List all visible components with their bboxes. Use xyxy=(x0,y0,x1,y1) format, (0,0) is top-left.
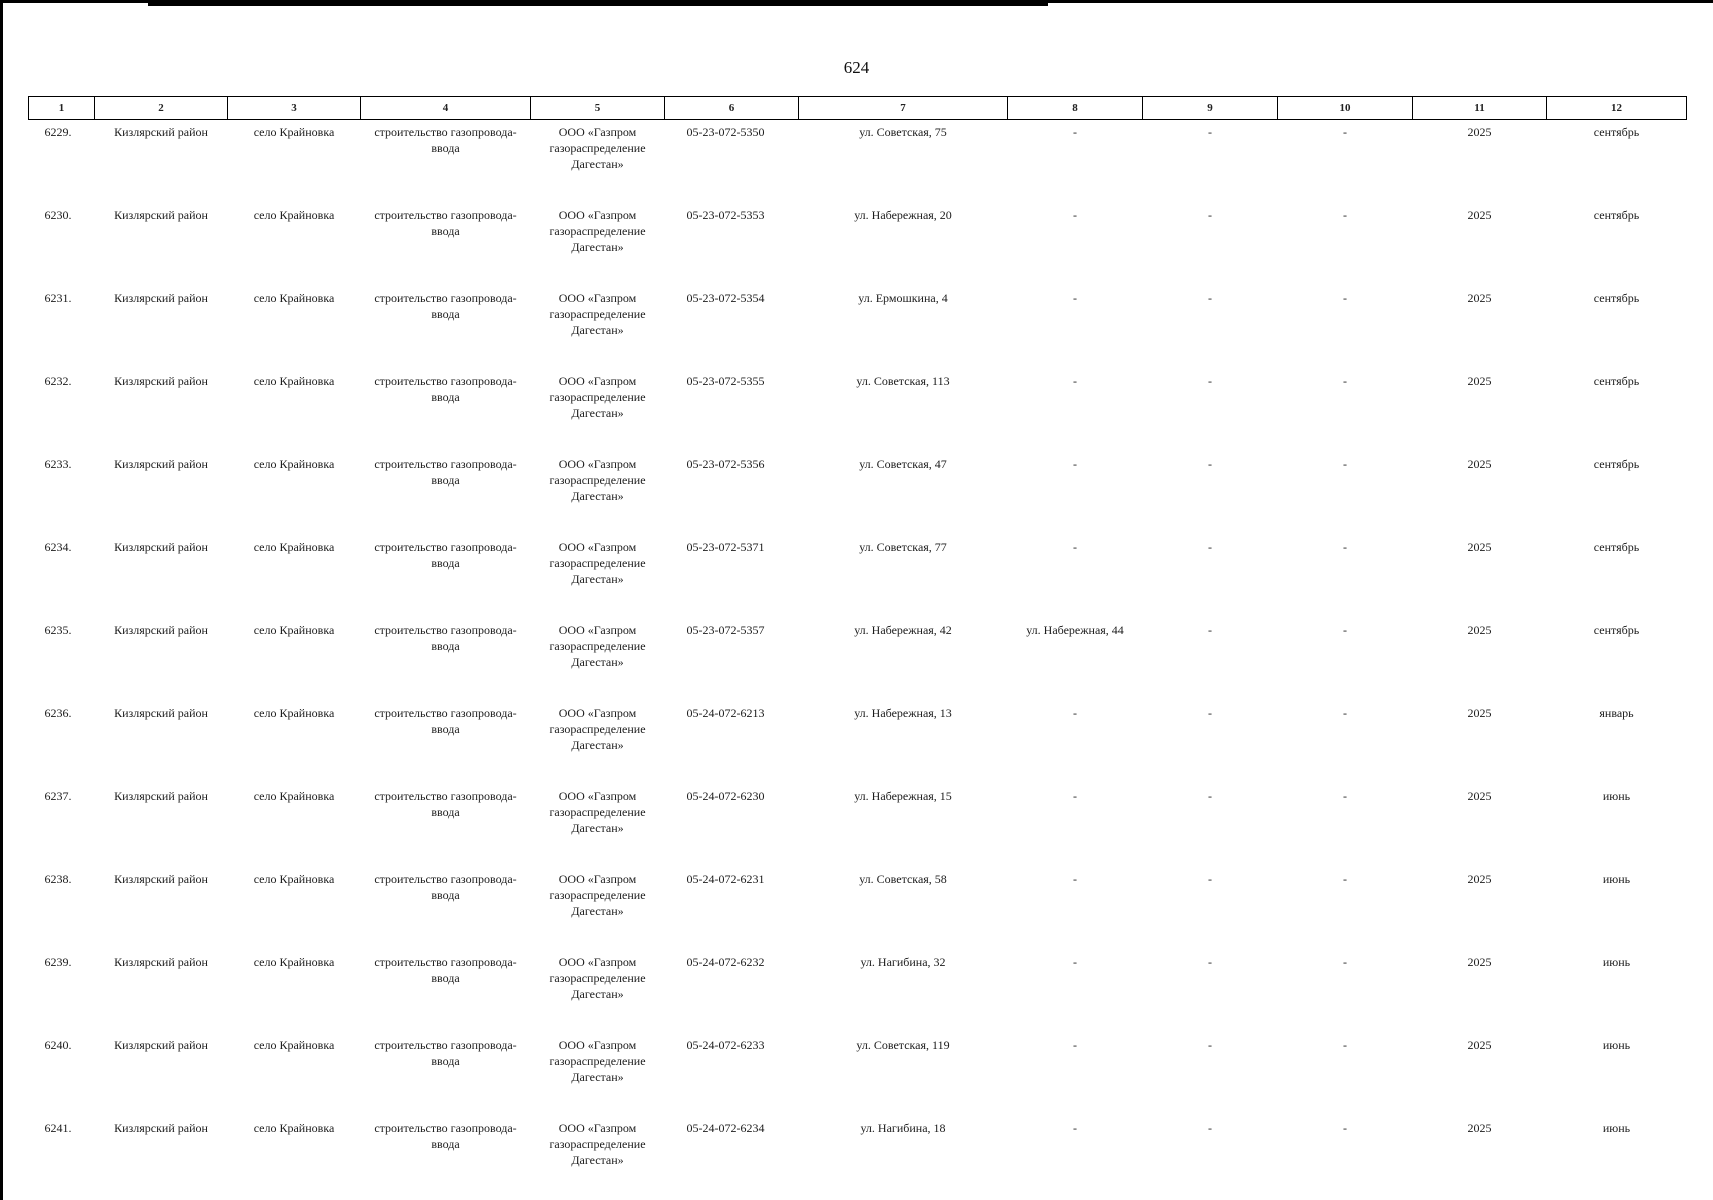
object-code-cell: 05-23-072-5355 xyxy=(686,374,765,388)
month-cell: июнь xyxy=(1602,1038,1631,1052)
work-type-cell: строительство газопровода-ввода xyxy=(374,374,517,404)
month-cell: июнь xyxy=(1602,872,1631,886)
column-10-cell: - xyxy=(1343,1121,1347,1135)
row-number: 6231. xyxy=(44,291,72,305)
month-cell: сентябрь xyxy=(1593,374,1640,388)
object-code-cell: 05-23-072-5354 xyxy=(686,291,765,305)
object-code-cell: 05-24-072-6231 xyxy=(686,872,765,886)
column-8-cell: - xyxy=(1073,208,1077,222)
month-cell: сентябрь xyxy=(1593,291,1640,305)
column-8-cell: ул. Набережная, 44 xyxy=(1026,623,1124,637)
year-cell: 2025 xyxy=(1467,125,1492,139)
district-cell: Кизлярский район xyxy=(114,706,208,720)
row-number: 6232. xyxy=(44,374,72,388)
object-code-cell: 05-24-072-6230 xyxy=(686,789,765,803)
work-type-cell: строительство газопровода-ввода xyxy=(374,540,517,570)
object-code-cell: 05-24-072-6232 xyxy=(686,955,765,969)
district-cell: Кизлярский район xyxy=(114,623,208,637)
table-row xyxy=(29,701,1687,784)
work-type-cell: строительство газопровода-ввода xyxy=(374,1038,517,1068)
year-cell: 2025 xyxy=(1467,208,1492,222)
column-header-1: 1 xyxy=(29,97,95,120)
column-10-cell: - xyxy=(1343,457,1347,471)
organization-cell: ООО «Газпром газораспределение Дагестан» xyxy=(549,291,646,337)
month-cell: июнь xyxy=(1602,789,1631,803)
object-code-cell: 05-23-072-5356 xyxy=(686,457,765,471)
column-header-8: 8 xyxy=(1008,97,1143,120)
address-cell: ул. Советская, 75 xyxy=(859,125,947,139)
year-cell: 2025 xyxy=(1467,955,1492,969)
district-cell: Кизлярский район xyxy=(114,291,208,305)
column-header-7: 7 xyxy=(799,97,1008,120)
column-10-cell: - xyxy=(1343,125,1347,139)
year-cell: 2025 xyxy=(1467,540,1492,554)
year-cell: 2025 xyxy=(1467,457,1492,471)
register-table xyxy=(28,96,1687,1199)
column-header-10: 10 xyxy=(1278,97,1413,120)
settlement-cell: село Крайновка xyxy=(253,540,335,554)
column-9-cell: - xyxy=(1208,457,1212,471)
address-cell: ул. Нагибина, 32 xyxy=(860,955,946,969)
address-cell: ул. Ермошкина, 4 xyxy=(858,291,948,305)
district-cell: Кизлярский район xyxy=(114,1121,208,1135)
row-number: 6236. xyxy=(44,706,72,720)
district-cell: Кизлярский район xyxy=(114,955,208,969)
object-code-cell: 05-23-072-5350 xyxy=(686,125,765,139)
column-10-cell: - xyxy=(1343,291,1347,305)
row-number: 6234. xyxy=(44,540,72,554)
district-cell: Кизлярский район xyxy=(114,208,208,222)
table-row xyxy=(29,867,1687,950)
row-number: 6241. xyxy=(44,1121,72,1135)
column-8-cell: - xyxy=(1073,374,1077,388)
month-cell: сентябрь xyxy=(1593,125,1640,139)
row-number: 6239. xyxy=(44,955,72,969)
organization-cell: ООО «Газпром газораспределение Дагестан» xyxy=(549,540,646,586)
district-cell: Кизлярский район xyxy=(114,540,208,554)
settlement-cell: село Крайновка xyxy=(253,208,335,222)
column-9-cell: - xyxy=(1208,623,1212,637)
object-code-cell: 05-23-072-5353 xyxy=(686,208,765,222)
column-9-cell: - xyxy=(1208,789,1212,803)
organization-cell: ООО «Газпром газораспределение Дагестан» xyxy=(549,125,646,171)
row-number: 6233. xyxy=(44,457,72,471)
address-cell: ул. Советская, 119 xyxy=(856,1038,950,1052)
work-type-cell: строительство газопровода-ввода xyxy=(374,623,517,653)
settlement-cell: село Крайновка xyxy=(253,789,335,803)
column-10-cell: - xyxy=(1343,540,1347,554)
address-cell: ул. Советская, 77 xyxy=(859,540,947,554)
settlement-cell: село Крайновка xyxy=(253,1038,335,1052)
settlement-cell: село Крайновка xyxy=(253,125,335,139)
table-row xyxy=(29,950,1687,1033)
row-number: 6240. xyxy=(44,1038,72,1052)
table-row xyxy=(29,535,1687,618)
table-header xyxy=(29,97,1687,120)
organization-cell: ООО «Газпром газораспределение Дагестан» xyxy=(549,872,646,918)
organization-cell: ООО «Газпром газораспределение Дагестан» xyxy=(549,623,646,669)
settlement-cell: село Крайновка xyxy=(253,374,335,388)
table-row xyxy=(29,1116,1687,1199)
month-cell: сентябрь xyxy=(1593,457,1640,471)
settlement-cell: село Крайновка xyxy=(253,291,335,305)
column-9-cell: - xyxy=(1208,374,1212,388)
header-row xyxy=(29,97,1687,120)
organization-cell: ООО «Газпром газораспределение Дагестан» xyxy=(549,1121,646,1167)
year-cell: 2025 xyxy=(1467,374,1492,388)
row-number: 6238. xyxy=(44,872,72,886)
year-cell: 2025 xyxy=(1467,789,1492,803)
settlement-cell: село Крайновка xyxy=(253,1121,335,1135)
column-8-cell: - xyxy=(1073,789,1077,803)
column-10-cell: - xyxy=(1343,208,1347,222)
column-header-3: 3 xyxy=(228,97,361,120)
address-cell: ул. Советская, 58 xyxy=(859,872,947,886)
year-cell: 2025 xyxy=(1467,1038,1492,1052)
month-cell: сентябрь xyxy=(1593,623,1640,637)
table-row xyxy=(29,286,1687,369)
top-border-accent xyxy=(148,2,1048,6)
row-number: 6230. xyxy=(44,208,72,222)
year-cell: 2025 xyxy=(1467,706,1492,720)
row-number: 6229. xyxy=(44,125,72,139)
work-type-cell: строительство газопровода-ввода xyxy=(374,125,517,155)
work-type-cell: строительство газопровода-ввода xyxy=(374,955,517,985)
organization-cell: ООО «Газпром газораспределение Дагестан» xyxy=(549,208,646,254)
column-10-cell: - xyxy=(1343,623,1347,637)
column-9-cell: - xyxy=(1208,706,1212,720)
organization-cell: ООО «Газпром газораспределение Дагестан» xyxy=(549,706,646,752)
table-row xyxy=(29,203,1687,286)
object-code-cell: 05-24-072-6233 xyxy=(686,1038,765,1052)
work-type-cell: строительство газопровода-ввода xyxy=(374,872,517,902)
column-9-cell: - xyxy=(1208,1038,1212,1052)
column-header-5: 5 xyxy=(531,97,665,120)
left-border-line xyxy=(0,0,3,1200)
work-type-cell: строительство газопровода-ввода xyxy=(374,706,517,736)
table-row xyxy=(29,452,1687,535)
column-header-12: 12 xyxy=(1547,97,1687,120)
month-cell: июнь xyxy=(1602,1121,1631,1135)
column-8-cell: - xyxy=(1073,872,1077,886)
column-8-cell: - xyxy=(1073,1038,1077,1052)
settlement-cell: село Крайновка xyxy=(253,955,335,969)
page-number: 624 xyxy=(843,58,870,77)
work-type-cell: строительство газопровода-ввода xyxy=(374,789,517,819)
year-cell: 2025 xyxy=(1467,1121,1492,1135)
column-header-2: 2 xyxy=(95,97,228,120)
settlement-cell: село Крайновка xyxy=(253,872,335,886)
column-header-11: 11 xyxy=(1413,97,1547,120)
column-9-cell: - xyxy=(1208,872,1212,886)
year-cell: 2025 xyxy=(1467,872,1492,886)
organization-cell: ООО «Газпром газораспределение Дагестан» xyxy=(549,789,646,835)
column-10-cell: - xyxy=(1343,955,1347,969)
column-8-cell: - xyxy=(1073,1121,1077,1135)
column-9-cell: - xyxy=(1208,1121,1212,1135)
column-10-cell: - xyxy=(1343,706,1347,720)
object-code-cell: 05-24-072-6213 xyxy=(686,706,765,720)
column-10-cell: - xyxy=(1343,1038,1347,1052)
organization-cell: ООО «Газпром газораспределение Дагестан» xyxy=(549,955,646,1001)
column-9-cell: - xyxy=(1208,955,1212,969)
district-cell: Кизлярский район xyxy=(114,125,208,139)
table-row xyxy=(29,1033,1687,1116)
district-cell: Кизлярский район xyxy=(114,789,208,803)
column-10-cell: - xyxy=(1343,872,1347,886)
year-cell: 2025 xyxy=(1467,623,1492,637)
column-header-9: 9 xyxy=(1143,97,1278,120)
district-cell: Кизлярский район xyxy=(114,457,208,471)
table-row xyxy=(29,369,1687,452)
address-cell: ул. Набережная, 15 xyxy=(854,789,952,803)
row-number: 6237. xyxy=(44,789,72,803)
settlement-cell: село Крайновка xyxy=(253,623,335,637)
column-8-cell: - xyxy=(1073,955,1077,969)
district-cell: Кизлярский район xyxy=(114,374,208,388)
column-10-cell: - xyxy=(1343,374,1347,388)
object-code-cell: 05-24-072-6234 xyxy=(686,1121,765,1135)
work-type-cell: строительство газопровода-ввода xyxy=(374,291,517,321)
table-body xyxy=(29,120,1687,1200)
column-9-cell: - xyxy=(1208,540,1212,554)
column-8-cell: - xyxy=(1073,706,1077,720)
table-row xyxy=(29,120,1687,204)
column-8-cell: - xyxy=(1073,291,1077,305)
column-header-6: 6 xyxy=(665,97,799,120)
address-cell: ул. Набережная, 20 xyxy=(854,208,952,222)
table-row xyxy=(29,618,1687,701)
column-8-cell: - xyxy=(1073,125,1077,139)
column-9-cell: - xyxy=(1208,125,1212,139)
column-9-cell: - xyxy=(1208,291,1212,305)
table-row xyxy=(29,784,1687,867)
column-10-cell: - xyxy=(1343,789,1347,803)
object-code-cell: 05-23-072-5357 xyxy=(686,623,765,637)
year-cell: 2025 xyxy=(1467,291,1492,305)
address-cell: ул. Набережная, 42 xyxy=(854,623,952,637)
row-number: 6235. xyxy=(44,623,72,637)
column-8-cell: - xyxy=(1073,457,1077,471)
settlement-cell: село Крайновка xyxy=(253,457,335,471)
work-type-cell: строительство газопровода-ввода xyxy=(374,1121,517,1151)
organization-cell: ООО «Газпром газораспределение Дагестан» xyxy=(549,457,646,503)
address-cell: ул. Набережная, 13 xyxy=(854,706,952,720)
column-9-cell: - xyxy=(1208,208,1212,222)
work-type-cell: строительство газопровода-ввода xyxy=(374,457,517,487)
organization-cell: ООО «Газпром газораспределение Дагестан» xyxy=(549,374,646,420)
month-cell: сентябрь xyxy=(1593,208,1640,222)
object-code-cell: 05-23-072-5371 xyxy=(686,540,765,554)
district-cell: Кизлярский район xyxy=(114,872,208,886)
address-cell: ул. Советская, 47 xyxy=(859,457,947,471)
settlement-cell: село Крайновка xyxy=(253,706,335,720)
district-cell: Кизлярский район xyxy=(114,1038,208,1052)
address-cell: ул. Советская, 113 xyxy=(856,374,950,388)
work-type-cell: строительство газопровода-ввода xyxy=(374,208,517,238)
month-cell: сентябрь xyxy=(1593,540,1640,554)
column-8-cell: - xyxy=(1073,540,1077,554)
month-cell: январь xyxy=(1599,706,1634,720)
column-header-4: 4 xyxy=(361,97,531,120)
month-cell: июнь xyxy=(1602,955,1631,969)
address-cell: ул. Нагибина, 18 xyxy=(860,1121,946,1135)
organization-cell: ООО «Газпром газораспределение Дагестан» xyxy=(549,1038,646,1084)
